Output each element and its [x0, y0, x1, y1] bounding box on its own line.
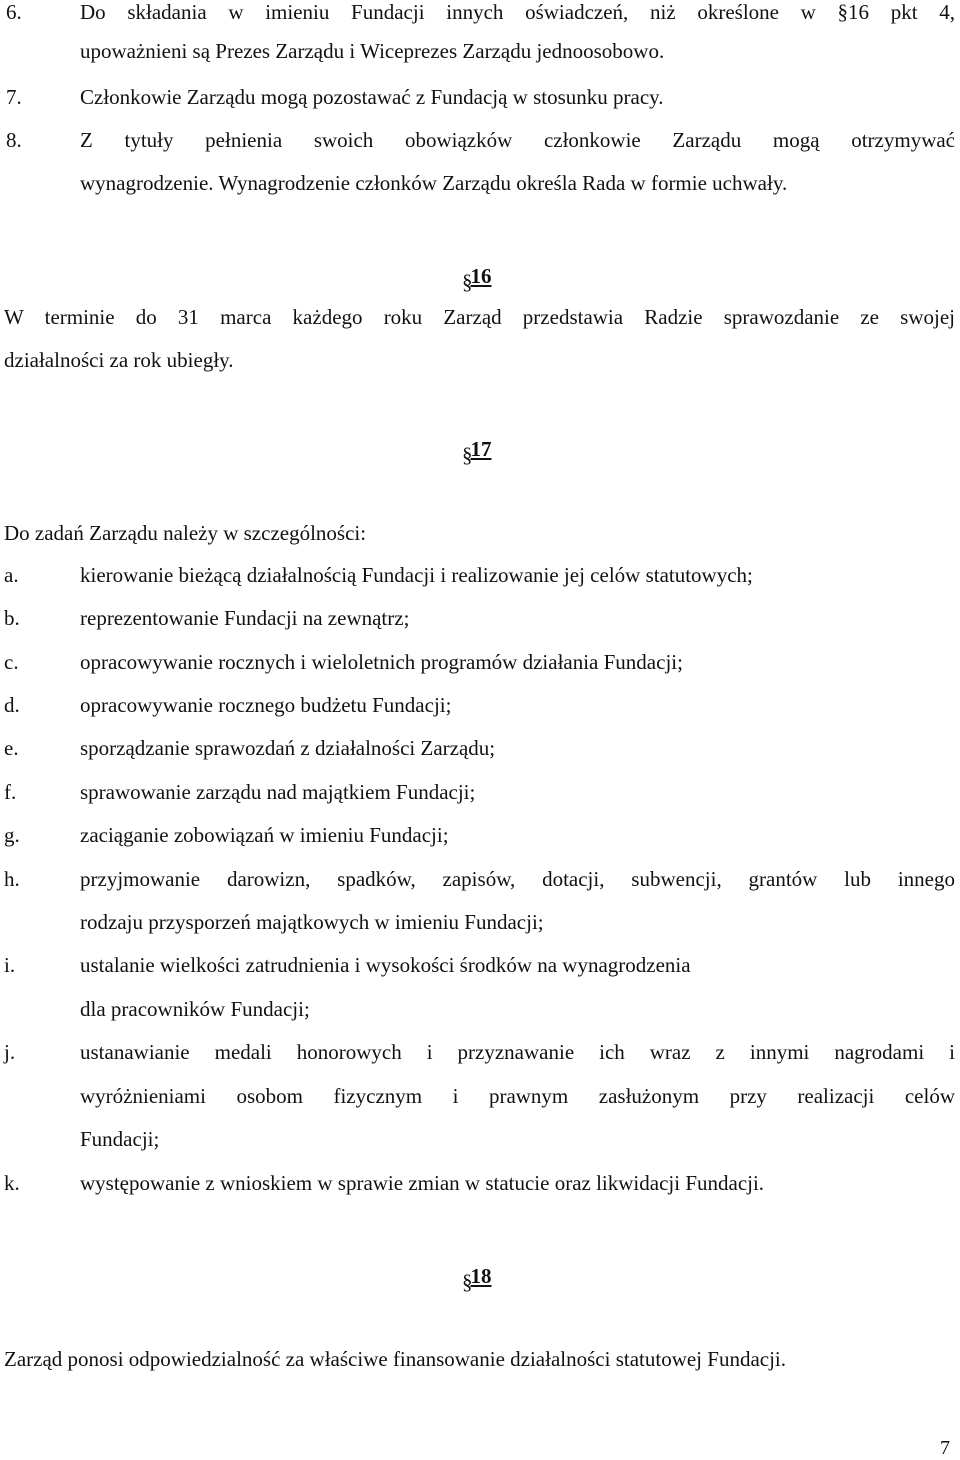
section-number: 16: [470, 264, 492, 288]
list-item-line: opracowywanie rocznego budżetu Fundacji;: [80, 693, 452, 717]
list-item-line: Z tytuły pełnienia swoich obowiązków członkowie Zarządu mogą otrzymywać: [80, 128, 955, 152]
list-item-line: upoważnieni są Prezes Zarządu i Wiceprezes Zarządu jednoosobowo.: [80, 39, 665, 63]
list-marker: e.: [4, 736, 19, 760]
section-heading: [462, 1264, 494, 1296]
section-number: 18: [470, 1264, 492, 1288]
list-item-line: dla pracowników Fundacji;: [80, 997, 310, 1021]
section-sign: §: [462, 1270, 473, 1294]
list-marker: k.: [4, 1171, 20, 1195]
section-sign: §: [462, 443, 473, 467]
list-item-line: występowanie z wnioskiem w sprawie zmian w statucie oraz likwidacji Fundacji.: [80, 1171, 765, 1195]
list-marker: g.: [4, 823, 20, 847]
section-number: 17: [470, 437, 492, 461]
list-marker: 6.: [6, 0, 22, 24]
paragraph-intro: Do zadań Zarządu należy w szczególności:: [4, 521, 367, 545]
list-marker: j.: [4, 1040, 16, 1064]
list-marker: d.: [4, 693, 20, 717]
page-number: 7: [940, 1437, 950, 1459]
list-item-line: sprawowanie zarządu nad majątkiem Fundacji;: [80, 780, 476, 804]
list-marker: c.: [4, 650, 19, 674]
section-heading: [462, 264, 494, 296]
list-item-line: rodzaju przysporzeń majątkowych w imieniu Fundacji;: [80, 910, 544, 934]
paragraph-line: Zarząd ponosi odpowiedzialność za właściwe finansowanie działalności statutowej Fundacji.: [4, 1347, 787, 1371]
list-item-line: ustanawianie medali honorowych i przyznawanie ich wraz z innymi nagrodami i: [80, 1040, 955, 1064]
list-marker: 7.: [6, 85, 22, 109]
paragraph-line: działalności za rok ubiegły.: [4, 348, 234, 372]
list-item-line: Fundacji;: [80, 1127, 160, 1151]
list-item-line: Do składania w imieniu Fundacji innych oświadczeń, niż określone w §16 pkt 4,: [80, 0, 955, 24]
list-item-line: zaciąganie zobowiązań w imieniu Fundacji;: [80, 823, 449, 847]
list-marker: b.: [4, 606, 20, 630]
list-item-line: wyróżnieniami osobom fizycznym i prawnym zasłużonym przy realizacji celów: [80, 1084, 955, 1108]
list-marker: f.: [4, 780, 17, 804]
section-sign: §: [462, 270, 473, 294]
list-marker: 8.: [6, 128, 22, 152]
section-heading: [462, 437, 494, 469]
list-marker: a.: [4, 563, 19, 587]
list-item-line: przyjmowanie darowizn, spadków, zapisów, dotacji, subwencji, grantów lub innego: [80, 867, 955, 891]
list-item-line: opracowywanie rocznych i wieloletnich programów działania Fundacji;: [80, 650, 683, 674]
list-item-line: sporządzanie sprawozdań z działalności Zarządu;: [80, 736, 496, 760]
list-item-line: reprezentowanie Fundacji na zewnątrz;: [80, 606, 410, 630]
list-marker: i.: [4, 953, 16, 977]
list-item-line: Członkowie Zarządu mogą pozostawać z Fundacją w stosunku pracy.: [80, 85, 664, 109]
paragraph-line: W terminie do 31 marca każdego roku Zarząd przedstawia Radzie sprawozdanie ze swojej: [4, 305, 955, 329]
list-marker: h.: [4, 867, 20, 891]
list-item-line: wynagrodzenie. Wynagrodzenie członków Zarządu określa Rada w formie uchwały.: [80, 171, 788, 195]
list-item-line: ustalanie wielkości zatrudnienia i wysokości środków na wynagrodzenia: [80, 953, 691, 977]
list-item-line: kierowanie bieżącą działalnością Fundacji i realizowanie jej celów statutowych;: [80, 563, 753, 587]
